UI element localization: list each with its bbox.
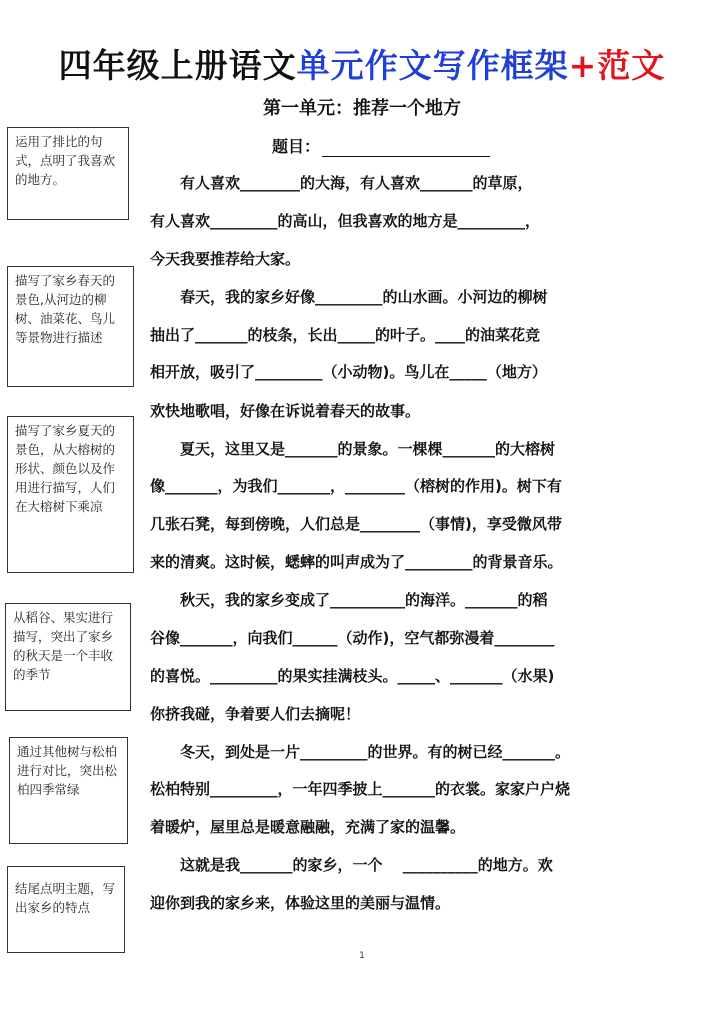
title-part-grade: 四年级上册语文 bbox=[58, 46, 297, 85]
body-line: 的喜悦。_________的果实挂满枝头。_____、_______（水果) bbox=[150, 667, 555, 685]
body-line: 夏天，这里又是_______的景象。一棵棵_______的大榕树 bbox=[150, 440, 556, 458]
body-line: 欢快地歌唱，好像在诉说着春天的故事。 bbox=[150, 402, 421, 420]
title-part-framework: 单元作文写作框架 bbox=[296, 46, 569, 85]
body-line: 秋天，我的家乡变成了__________的海洋。_______的稻 bbox=[150, 591, 548, 609]
note-intro: 运用了排比的句式，点明了我喜欢的地方。 bbox=[7, 127, 129, 220]
body-line: 今天我要推荐给大家。 bbox=[150, 250, 301, 268]
note-ending: 结尾点明主题，写出家乡的特点 bbox=[7, 866, 125, 953]
topic-field bbox=[272, 134, 490, 157]
body-line: 着暖炉，屋里总是暖意融融，充满了家的温馨。 bbox=[150, 818, 466, 836]
body-line: 几张石凳，每到傍晚，人们总是________（事情)，享受微风带 bbox=[150, 515, 562, 533]
note-summer: 描写了家乡夏天的景色，从大榕树的形状、颜色以及作用进行描写，人们在大榕树下乘凉 bbox=[7, 416, 134, 573]
body-line: 迎你到我的家乡来，体验这里的美丽与温情。 bbox=[150, 894, 451, 912]
body-line: 谷像_______，向我们______（动作)，空气都弥漫着________ bbox=[150, 629, 555, 647]
body-line: 春天，我的家乡好像_________的山水画。小河边的柳树 bbox=[150, 288, 548, 306]
body-line: 松柏特别_________，一年四季披上_______的衣裳。家家户户烧 bbox=[150, 780, 571, 798]
body-line: 相开放，吸引了_________（小动物)。鸟儿在_____（地方） bbox=[150, 363, 547, 381]
body-line: 冬天，到处是一片_________的世界。有的树已经_______。 bbox=[150, 743, 571, 761]
unit-subtitle: 第一单元：推荐一个地方 bbox=[263, 98, 461, 119]
body-line: 有人喜欢_________的高山，但我喜欢的地方是_________， bbox=[150, 212, 541, 230]
page-number: 1 bbox=[359, 951, 365, 961]
topic-label: 题目： bbox=[272, 137, 321, 156]
body-line: 有人喜欢________的大海，有人喜欢_______的草原， bbox=[150, 174, 533, 192]
page-title bbox=[0, 40, 724, 87]
body-line: 像_______，为我们_______，________（榕树的作用)。树下有 bbox=[150, 477, 562, 495]
note-spring: 描写了家乡春天的景色,从河边的柳树、油菜花、鸟儿等景物进行描述 bbox=[7, 266, 134, 387]
title-plus: + bbox=[568, 46, 598, 85]
body-line: 来的清爽。这时候，蟋蟀的叫声成为了_________的背景音乐。 bbox=[150, 553, 563, 571]
body-line: 你挤我碰，争着要人们去摘呢！ bbox=[150, 705, 361, 723]
note-autumn: 从稻谷、果实进行描写，突出了家乡的秋天是一个丰收的季节 bbox=[5, 603, 131, 711]
topic-blank-line bbox=[322, 140, 490, 157]
body-line: 抽出了_______的枝条，长出_____的叶子。____的油菜花竞 bbox=[150, 326, 541, 344]
note-winter: 通过其他树与松柏进行对比，突出松柏四季常绿 bbox=[9, 737, 128, 844]
body-line: 这就是我_______的家乡，一个 __________的地方。欢 bbox=[150, 856, 553, 874]
title-part-sample: 范文 bbox=[597, 46, 666, 85]
